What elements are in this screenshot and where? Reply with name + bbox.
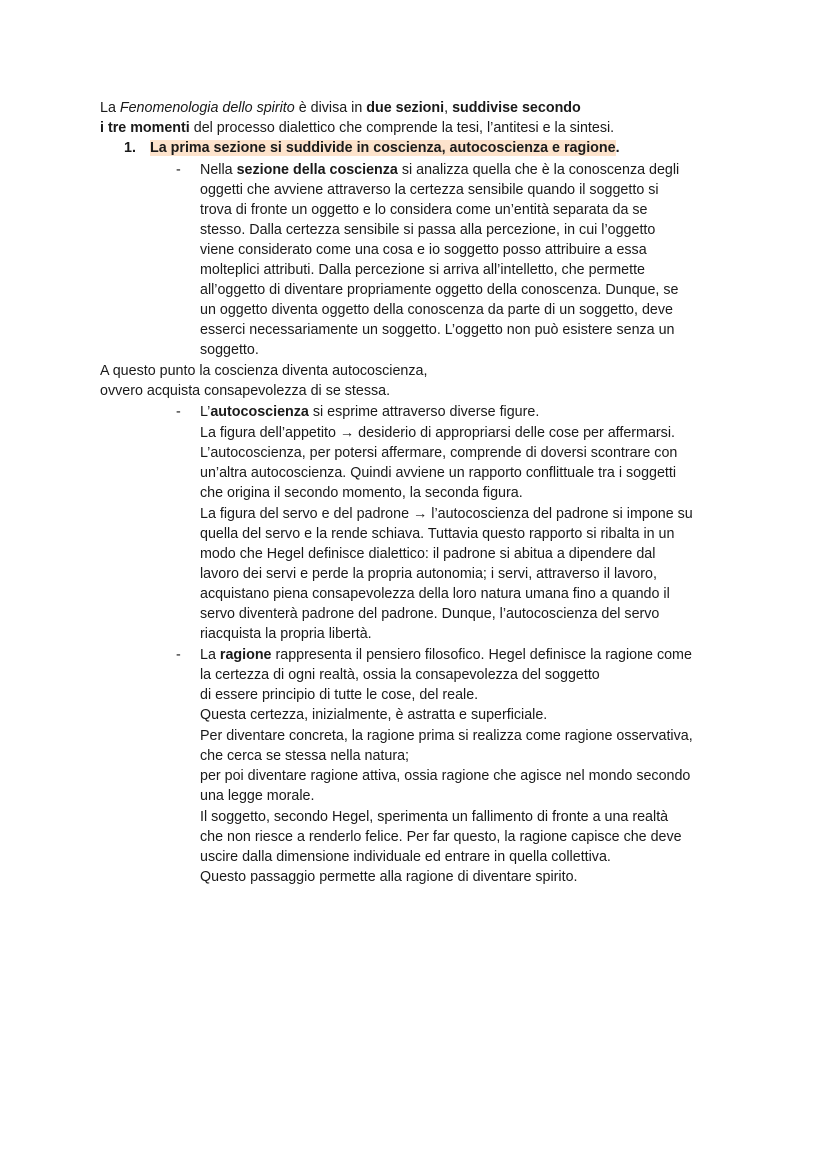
bullet-dash: -: [176, 647, 181, 663]
heading-period: .: [615, 140, 620, 156]
coscienza-line: oggetti che avviene attraverso la certezza sensibile quando il soggetto si: [200, 182, 659, 198]
bold-phrase: sezione della coscienza: [236, 162, 398, 178]
body-text: si esprime attraverso diverse figure.: [308, 404, 540, 420]
autocoscienza-line: L’autocoscienza, per potersi affermare, comprende di doversi scontrare con: [200, 445, 678, 461]
intro-text: ,: [444, 100, 453, 116]
coscienza-line: trova di fronte un oggetto e lo considera come un’entità separata da se: [200, 202, 648, 218]
body-text: si analizza quella che è la conoscenza degli: [397, 162, 680, 178]
autocoscienza-line: [200, 402, 539, 422]
transition-line: ovvero acquista consapevolezza di se stessa.: [100, 383, 391, 399]
ragione-line: Questa certezza, inizialmente, è astratta e superficiale.: [200, 707, 548, 723]
coscienza-line: un oggetto diventa oggetto della conoscenza da parte di un soggetto, deve: [200, 302, 673, 318]
autocoscienza-line: acquistano piena consapevolezza della loro natura umana fino a quando il: [200, 586, 670, 602]
intro-text: è divisa in: [294, 100, 367, 116]
bold-phrase: i tre momenti: [100, 120, 190, 136]
ragione-line: Questo passaggio permette alla ragione di diventare spirito.: [200, 869, 578, 885]
bold-phrase: ragione: [219, 647, 272, 663]
work-title: Fenomenologia dello spirito: [119, 100, 295, 116]
bold-phrase: autocoscienza: [210, 404, 309, 420]
body-text: rappresenta il pensiero filosofico. Hegel definisce la ragione come: [271, 647, 692, 663]
ragione-line: la certezza di ogni realtà, ossia la consapevolezza del soggetto: [200, 667, 600, 683]
coscienza-line: [200, 160, 679, 180]
ragione-line: che cerca se stessa nella natura;: [200, 748, 410, 764]
list-number: 1.: [124, 140, 136, 156]
ragione-line: uscire dalla dimensione individuale ed entrare in quella collettiva.: [200, 849, 611, 865]
coscienza-line: viene considerato come una cosa e io soggetto posso attribuire a essa: [200, 242, 647, 258]
bold-phrase: suddivise secondo: [452, 100, 581, 116]
coscienza-line: molteplici attributi. Dalla percezione si arriva all’intelletto, che permette: [200, 262, 645, 278]
intro-text: del processo dialettico che comprende la tesi, l’antitesi e la sintesi.: [189, 120, 615, 136]
autocoscienza-line: servo diventerà padrone del padrone. Dunque, l’autocoscienza del servo: [200, 606, 660, 622]
bullet-dash: -: [176, 404, 181, 420]
body-text: L’: [200, 404, 211, 420]
transition-line: A questo punto la coscienza diventa autocoscienza,: [100, 363, 428, 379]
autocoscienza-line: un’altra autocoscienza. Quindi avviene un rapporto conflittuale tra i soggetti: [200, 465, 677, 481]
intro-line-2: [100, 118, 614, 138]
section-heading: [150, 138, 620, 158]
autocoscienza-line: lavoro dei servi e perde la propria autonomia; i servi, attraverso il lavoro,: [200, 566, 657, 582]
ragione-line: Il soggetto, secondo Hegel, sperimenta un fallimento di fronte a una realtà: [200, 809, 669, 825]
ragione-line: che non riesce a renderlo felice. Per far questo, la ragione capisce che deve: [200, 829, 682, 845]
body-text: Nella: [200, 162, 237, 178]
bullet-dash: -: [176, 162, 181, 178]
body-text: La: [200, 647, 220, 663]
autocoscienza-line: riacquista la propria libertà.: [200, 626, 372, 642]
highlighted-heading: La prima sezione si suddivide in coscienza, autocoscienza e ragione: [150, 140, 616, 156]
ragione-line: una legge morale.: [200, 788, 315, 804]
autocoscienza-line: La figura del servo e del padrone → l’autocoscienza del padrone si impone su: [200, 506, 693, 522]
ragione-line: [200, 645, 692, 665]
autocoscienza-line: quella del servo e la rende schiava. Tuttavia questo rapporto si ribalta in un: [200, 526, 675, 542]
ragione-line: per poi diventare ragione attiva, ossia ragione che agisce nel mondo secondo: [200, 768, 691, 784]
ragione-line: di essere principio di tutte le cose, del reale.: [200, 687, 479, 703]
intro-text: La: [100, 100, 120, 116]
coscienza-line: esserci necessariamente un soggetto. L’oggetto non può esistere senza un: [200, 322, 675, 338]
coscienza-line: all’oggetto di diventare propriamente oggetto della conoscenza. Dunque, se: [200, 282, 679, 298]
autocoscienza-line: che origina il secondo momento, la seconda figura.: [200, 485, 523, 501]
intro-line-1: [100, 98, 581, 118]
coscienza-line: soggetto.: [200, 342, 259, 358]
bold-phrase: due sezioni: [366, 100, 445, 116]
coscienza-line: stesso. Dalla certezza sensibile si passa alla percezione, in cui l’oggetto: [200, 222, 656, 238]
autocoscienza-line: modo che Hegel definisce dialettico: il padrone si abitua a dipendere dal: [200, 546, 656, 562]
autocoscienza-line: La figura dell’appetito → desiderio di appropriarsi delle cose per affermarsi.: [200, 425, 675, 441]
ragione-line: Per diventare concreta, la ragione prima si realizza come ragione osservativa,: [200, 728, 693, 744]
